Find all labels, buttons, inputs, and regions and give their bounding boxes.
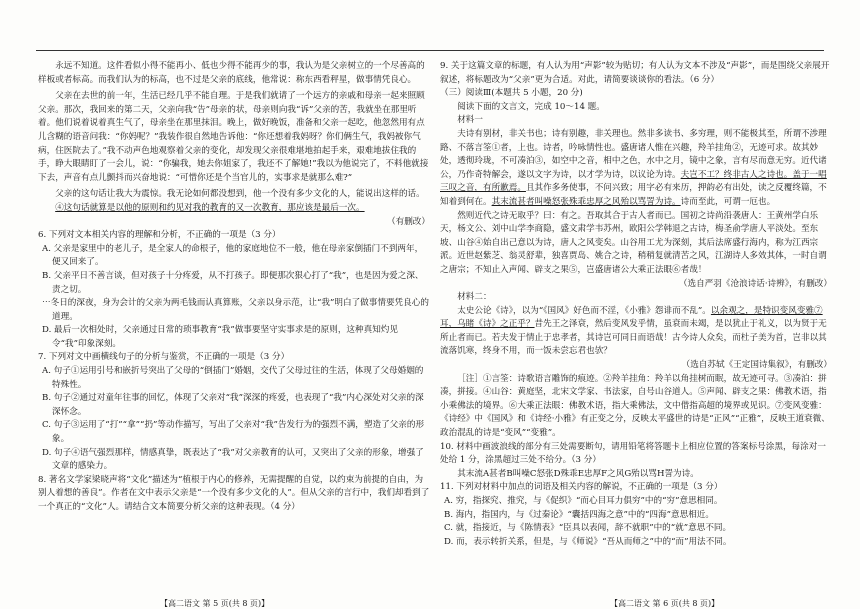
question-9: 9. 关于这篇文章的标题，有人认为用“声影”较为贴切；有人认为文本不涉及“声影”，而是围绕父亲展开叙述，将标题改为“父亲”更为合适。对此，请简要谈谈你的看法。（6 分） — [440, 61, 830, 85]
paragraph: 父亲在去世的前一年，生活已经几乎不能自理。于是我们就请了一个远方的亲戚和母亲一起来照顾父亲。那次，我回来的第二天，父亲向我“告”母亲的状，母亲则向我“诉”父亲的苦，我就坐在那里听着。他们说着说着真生气了，母亲坐在那里抹泪。晚上，做好晚饭，准备和父亲一起吃，他忽然用有点儿含糊的语音问我：“你妈呢？”我装作很自然地告诉他：“你还想着我妈呀？你们俩生气，我妈被你气病，住医院去了。”我不动声色地观察着父亲的变化，却发现父亲很难堪地拍起手来，艰难地拔住我的手，睁大眼睛盯了一会儿，说：“你骗我，她去你姐家了，我还不了解她!”我以为他说完了，不料他就接下去，声音有点儿颤抖而兴奋地说：“可惜你还是个当官儿的，实事求是就那么难?” — [38, 91, 429, 183]
option-11d: D. 而，表示转折关系，但是，与《师说》“吾从而师之”中的“而”用法不同。 — [444, 536, 732, 547]
question-10: 10. 材料中画波浪线的部分有三处需要断句，请用铅笔将答题卡上相应位置的答案标号涂黑，每涂对一处给 1 分，涂黑超过三处不给分。（3 分） — [440, 441, 826, 466]
left-column — [38, 60, 430, 515]
material-2-heading: 材料二： — [457, 292, 492, 303]
material-2-paragraph — [440, 305, 832, 359]
page-footer-left: 【高二语文 第 5 页(共 8 页)】 — [160, 599, 270, 608]
text-run: 且其作多务使事，不问兴致；用字必有来历，押韵必有出处，读之反覆终篇，不知着到何在。 — [440, 183, 827, 207]
underlined-sentence: 以余观之，是特识变风变雅⑦耳，乌睹《诗》之正乎？ — [440, 305, 823, 330]
option-11a: A. 穷，指探究、推究，与《促织》“而心目耳力俱穷”中的“穷”意思相同。 — [444, 496, 723, 506]
option-7b: B. 句子②通过对童年往事的回忆，体现了父亲对“我”深深的疼爱，也表现了“我”内心深处对父亲的深深怀念。 — [42, 393, 424, 417]
paragraph: 永远不知道。这件看似小得不能再小、低也少得不能再少的事，我认为是父亲树立的一个尽善高的样板或者标高。而我们认为的标高，也不过是父亲的底线，他常说：称东西看秤星，做事情凭良心。 — [38, 61, 425, 85]
section-heading: （三）阅读Ⅲ(本题共 5 小题，20 分) — [440, 88, 583, 99]
sentence-breaking-line: 其末流A甚者B叫噪C怒张D殊乖E忠厚F之风G殆以骂H詈为诗。 — [457, 468, 699, 479]
question-6: 6. 下列对文本相关内容的理解和分析，不正确的一项是（3 分） — [38, 230, 281, 241]
option-6b: B. 父亲平日不善言谈，但对孩子十分疼爱，从不打孩子。即便那次狠心打了“我”，也是因为爱之深、责之切。 — [42, 270, 424, 295]
source-credit: （选自苏轼《王定国诗集叙》，有删改） — [681, 360, 832, 371]
option-7c: C. 句子③运用了“打”“拿”“扔”等动作描写，写出了父亲对“我”告发行为的强烈不满，塑造了父亲的形象。 — [42, 420, 425, 445]
annotation-note: ［注］①言筌：诗歌语言雕饰的痕迹。②羚羊挂角：羚羊以角挂树而眠，故无迹可寻。③凑泊：拼凑，拼接。④山谷：黄庭坚，北宋文学家、书法家，自号山谷道人。⑤声闻、辟支之果：佛教术语，指小乘佛法的境界。⑥大乘正法眼：佛教术语，指大乘佛法，文中借指高超的境界或见识。⑦变风变雅：《诗经》中《国风》和《诗经·小雅》有正变之分，反映太平盛世的诗是“正风”“正雅”，反映王道衰微、政治混乱的诗是“变风”“变雅”。 — [440, 373, 830, 439]
option-6d: D. 最后一次相处时，父亲通过日常的琐事教育“我”做事要坚守实事求是的原则，这种真知灼见令“我”印象深刻。 — [42, 325, 398, 349]
header-rule — [36, 50, 824, 51]
text-run: 昔先王之泽衰，然后变风发乎情，虽衰而未竭，是以犹止于礼义，以为贤于无所止者而已。若夫发于情止于忠孝者，其诗岂可同日而语哉！古今诗人众矣，而杜子美为首，岂非以其流落饥寒，终身不用，而一饭未尝忘君也欤？ — [440, 319, 827, 357]
option-11c: C. 就，指接近，与《陈情表》“臣具以表闻，辞不就职”中的“就”意思不同。 — [444, 523, 732, 534]
text-run: 夫诗有别材，非关书也；诗有别趣，非关理也。然非多读书、多穷理，则不能极其至，所谓不涉理路、不落言筌①者，上也。诗者，吟咏情性也。盛唐诸人惟在兴趣，羚羊挂角②，无迹可求。故其妙处，透彻玲珑，不可凑泊③，如空中之音，相中之色，水中之月，镜中之象，言有尽而意无穷。近代诸公，乃作奇特解会，遂以文字为诗，以才学为诗，以议论为诗。 — [440, 128, 827, 180]
question-7: 7. 下列对文中画横线句子的分析与鉴赏，不正确的一项是（3 分） — [38, 352, 290, 363]
source-credit: （有删改） — [387, 216, 430, 227]
section-instructions: 阅读下面的文言文，完成 10～14 题。 — [457, 101, 605, 112]
question-8: 8. 著名文学家梁晓声将“文化”描述为“植根于内心的修养，无需提醒的自觉，以约束为前提的自由，为别人着想的善良”。作者在文中表示父亲是“一个没有多少文化的人”。但从父亲的言行中，我们却看到了一个真正的“文化”人。请结合文本简要分析父亲的这种表现。（4 分） — [38, 474, 430, 512]
option-6a: A. 父亲是家里中的老儿子，是全家人的命根子，他的家庭地位不一般，他在母亲家倒插门不到两年，便又回来了。 — [42, 243, 424, 268]
material-1-paragraph-2: 然则近代之诗无取乎？曰：有之。吾取其合于古人者而已。国初之诗尚沿袭唐人：王黄州学白乐天，杨文公、刘中山学李商隐，盛文肃学韦苏州，欧阳公学韩退之古诗，梅圣俞学唐人平淡处。至东坡、山谷④始自出己意以为诗，唐人之风变矣。山谷用工尤为深刻，其后法席盛行海内，称为江西宗派。近世赵紫芝、翁灵舒辈，独喜贾岛、姚合之诗，稍稍复就清苦之风，江湖诗人多效其体，一时自谓之唐宗；不知止入声闻、辟支之果⑤，岂盛唐诸公大乘正法眼⑥者哉！ — [440, 210, 827, 275]
text-run: 诗而至此，可谓一厄也。 — [680, 196, 776, 207]
page-footer-right: 【高二语文 第 6 页(共 8 页)】 — [610, 599, 720, 608]
underlined-sentence: ④这句话就算是以他的原则和约见对我的教育的又一次教育，那应该是最后一次。 — [55, 202, 365, 213]
text-run: 太史公论《诗》，以为“《国风》好色而不淫，《小雅》怨诽而不乱”。 — [457, 305, 711, 316]
underlined-sentence: 夫岂不工？终非古人之诗也。盖于一唱三叹之音，有所歉焉。 — [440, 169, 827, 194]
wavy-underlined-sentence: 其末流甚者叫噪怒张殊乖忠厚之风殆以骂詈为诗。 — [491, 196, 681, 207]
material-1-heading: 材料一 — [457, 115, 483, 126]
option-6c: ⋯冬日的深夜，身为会计的父亲为两毛钱而认真算账，父亲以身示范，让“我”明白了做事情要凭良心的道理。 — [42, 298, 429, 322]
paragraph: 父亲的这句话让我大为震惊。我无论如何都没想到，他一个没有多少文化的人，能说出这样的话。 — [55, 189, 425, 200]
option-7d: D. 句子④语气强烈那样，情感真挚，既表达了“我”对父亲教育的认可，又突出了父亲的形象，增强了文章的感染力。 — [42, 447, 424, 472]
source-credit: （选自严羽《沧浪诗话·诗辨》，有删改） — [678, 278, 832, 289]
question-11: 11. 下列对材料中加点的词语及相关内容的解说，不正确的一项是（3 分） — [440, 482, 723, 493]
right-column — [440, 60, 832, 549]
option-7a: A. 句子①运用引号和嵌折号突出了父母的“倒插门”婚姻，交代了父母过往的生活，体现了父母婚姻的特殊性。 — [42, 366, 424, 390]
material-1-paragraph-1 — [440, 128, 832, 210]
option-11b: B. 海内，指国内，与《过秦论》“囊括四海之意”中的“四海”意思相近。 — [444, 509, 714, 520]
